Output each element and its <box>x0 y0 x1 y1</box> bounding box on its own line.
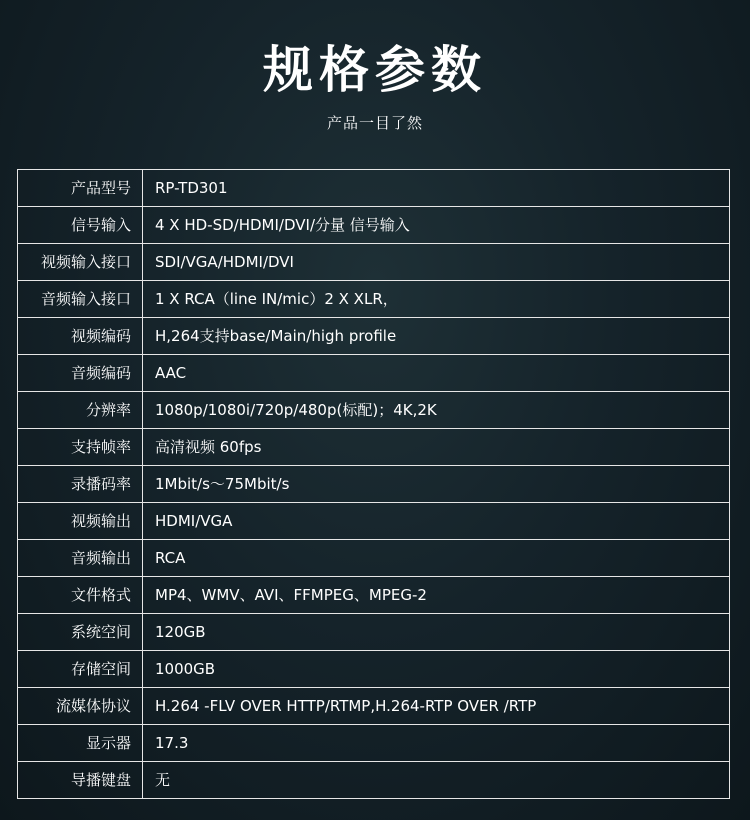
spec-value: 1080p/1080i/720p/480p(标配)；4K,2K <box>143 392 730 429</box>
spec-value: H,264支持base/Main/high profile <box>143 318 730 355</box>
table-row <box>18 688 730 725</box>
spec-value: HDMI/VGA <box>143 503 730 540</box>
page-subtitle: 产品一目了然 <box>326 114 423 132</box>
table-row <box>18 355 730 392</box>
spec-label: 信号输入 <box>18 207 143 244</box>
spec-label: 流媒体协议 <box>18 688 143 725</box>
spec-value: 120GB <box>143 614 730 651</box>
spec-value: RCA <box>143 540 730 577</box>
spec-value: SDI/VGA/HDMI/DVI <box>143 244 730 281</box>
spec-label: 文件格式 <box>18 577 143 614</box>
spec-table <box>17 169 730 799</box>
spec-label: 音频输出 <box>18 540 143 577</box>
table-row <box>18 318 730 355</box>
spec-label: 视频输出 <box>18 503 143 540</box>
table-row <box>18 651 730 688</box>
spec-value: RP-TD301 <box>143 170 730 207</box>
spec-label: 音频输入接口 <box>18 281 143 318</box>
spec-value: AAC <box>143 355 730 392</box>
spec-label: 音频编码 <box>18 355 143 392</box>
spec-label: 显示器 <box>18 725 143 762</box>
table-row <box>18 466 730 503</box>
spec-label: 产品型号 <box>18 170 143 207</box>
table-row <box>18 281 730 318</box>
table-row <box>18 540 730 577</box>
table-row <box>18 207 730 244</box>
spec-value: H.264 -FLV OVER HTTP/RTMP,H.264-RTP OVER /RTP <box>143 688 730 725</box>
spec-label: 存储空间 <box>18 651 143 688</box>
table-row <box>18 614 730 651</box>
spec-value: MP4、WMV、AVI、FFMPEG、MPEG-2 <box>143 577 730 614</box>
spec-label: 视频输入接口 <box>18 244 143 281</box>
spec-value: 17.3 <box>143 725 730 762</box>
table-row <box>18 429 730 466</box>
table-row <box>18 392 730 429</box>
table-row <box>18 244 730 281</box>
table-row <box>18 762 730 799</box>
spec-value: 4 X HD-SD/HDMI/DVI/分量 信号输入 <box>143 207 730 244</box>
spec-label: 视频编码 <box>18 318 143 355</box>
table-row <box>18 725 730 762</box>
table-row <box>18 503 730 540</box>
spec-label: 支持帧率 <box>18 429 143 466</box>
spec-label: 系统空间 <box>18 614 143 651</box>
table-row <box>18 170 730 207</box>
spec-value: 高清视频 60fps <box>143 429 730 466</box>
spec-value: 1000GB <box>143 651 730 688</box>
spec-value: 1Mbit/s〜75Mbit/s <box>143 466 730 503</box>
spec-label: 导播键盘 <box>18 762 143 799</box>
spec-value: 1 X RCA（line IN/mic）2 X XLR， <box>143 281 730 318</box>
table-row <box>18 577 730 614</box>
spec-value: 无 <box>143 762 730 799</box>
spec-label: 分辨率 <box>18 392 143 429</box>
spec-label: 录播码率 <box>18 466 143 503</box>
page-title: 规格参数 <box>263 41 487 99</box>
